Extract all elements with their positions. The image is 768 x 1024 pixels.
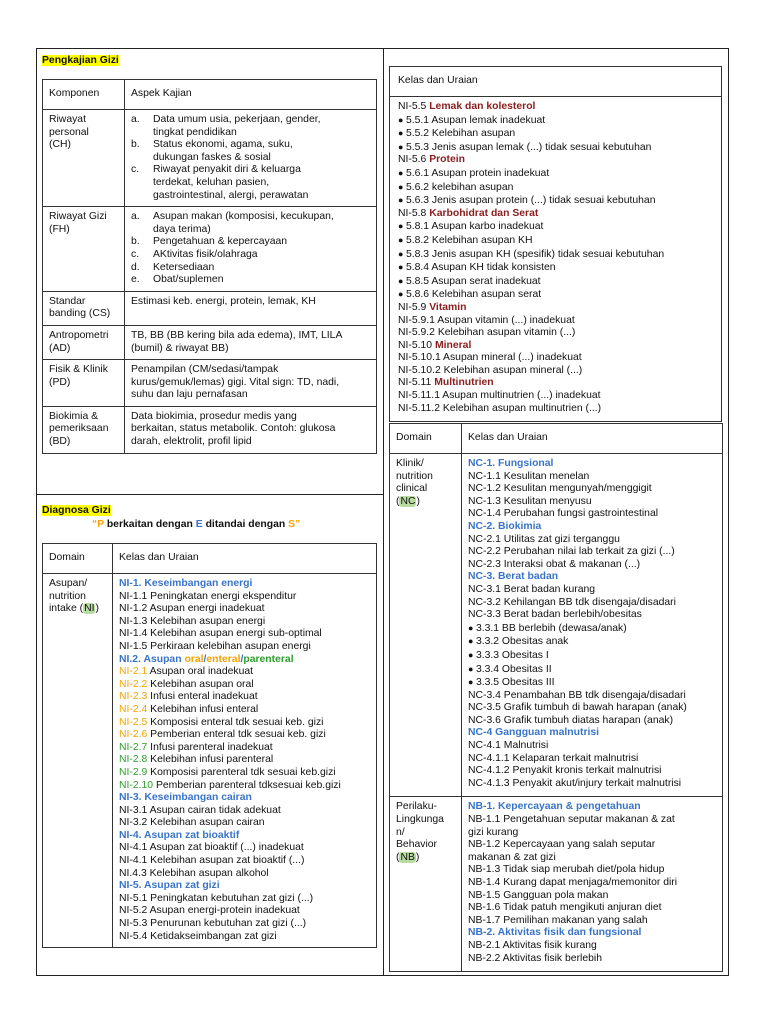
class-item: ● 5.6.1 Asupan protein inadekuat	[398, 167, 721, 181]
pes-formula: “P berkaitan dengan E ditandai dengan S”	[92, 519, 301, 530]
class-item: NB-1.6 Tidak patuh mengikuti anjuran diet	[468, 902, 662, 914]
col-header-aspek: Aspek Kajian	[125, 80, 377, 110]
item-code: NI-2.3	[119, 691, 148, 703]
class-item: ● 3.3.3 Obesitas I	[468, 649, 722, 663]
class-item: NI.4.3 Kelebihan asupan alkohol	[119, 867, 269, 879]
pengkajian-table	[42, 79, 377, 454]
aspek-line: Obat/suplemen	[153, 274, 224, 286]
domain-nc: Klinik/ nutrition clinical (NC)	[390, 454, 462, 797]
section-divider	[36, 494, 384, 495]
class-item: NC-3.6 Grafik tumbuh diatas harapan (anak)	[468, 714, 674, 726]
diagnosa-title: Diagnosa Gizi	[42, 505, 111, 516]
class-item: NC-2.3 Interaksi obat & makanan (...)	[468, 558, 641, 570]
class-item: ● 5.8.5 Asupan serat inadekuat	[398, 275, 721, 289]
aspek-marker: c.	[131, 248, 140, 260]
subclass-name: Vitamin	[429, 301, 467, 313]
nb-code-badge: NB	[400, 851, 415, 863]
class-item: ● 3.3.1 BB berlebih (dewasa/anak)	[468, 622, 722, 636]
item-code: NI-2.1	[119, 666, 148, 678]
item-code: NI-2.8	[119, 754, 148, 766]
ni-code-badge: NI	[84, 603, 95, 615]
aspek-text	[153, 274, 223, 287]
column-divider	[383, 48, 384, 976]
pengkajian-row	[43, 110, 377, 207]
aspek-line: Estimasi keb. energi, protein, lemak, KH	[131, 295, 316, 307]
col-header-komponen: Komponen	[43, 80, 125, 110]
pengkajian-row	[43, 325, 377, 359]
class-item: NB-1.1 Pengetahuan seputar makanan & zat	[468, 814, 675, 826]
item-code: NI-2.5	[119, 716, 148, 728]
komponen-line: Standar	[49, 295, 86, 307]
class-item: NB-2.2 Aktivitas fisik berlebih	[468, 952, 602, 964]
aspek-line: Data umum usia, pekerjaan, gender,	[153, 114, 321, 125]
class-item: NI-4.1 Kelebihan asupan zat bioaktif (...)	[119, 855, 305, 867]
class-item: NI-5.1 Peningkatan kebutuhan zat gizi (...)	[119, 892, 314, 904]
domain-ni: Asupan/ nutrition intake (NI)	[43, 574, 113, 948]
class-item: NI.2. Asupan oral/enteral/parenteral	[119, 653, 294, 665]
komponen-cell	[43, 291, 125, 325]
aspek-item	[131, 114, 370, 139]
item-code: NI-2.6	[119, 729, 148, 741]
aspek-cell	[125, 406, 377, 453]
aspek-text	[153, 139, 293, 164]
class-item: ● 5.8.4 Asupan KH tidak konsisten	[398, 261, 721, 275]
item-code: NI-2.2	[119, 678, 148, 690]
komponen-line: personal	[49, 126, 89, 138]
komponen-line: Biokimia &	[49, 410, 99, 422]
komponen-cell	[43, 325, 125, 359]
class-item: ● 5.6.3 Jenis asupan protein (...) tidak sesuai kebutuhan	[398, 194, 721, 208]
class-heading: NB-2. Aktivitas fisik dan fungsional	[468, 927, 642, 939]
class-item: NI-1.2 Asupan energi inadekuat	[119, 603, 265, 615]
class-item: NC-4.1.2 Penyakit kronis terkait malnutrisi	[468, 765, 662, 777]
aspek-item	[131, 236, 370, 249]
class-heading: NI-5. Asupan zat gizi	[119, 880, 220, 892]
aspek-line: berkaitan, status metabolik. Contoh: glukosa	[131, 423, 336, 435]
komponen-line: (CH)	[49, 139, 71, 151]
class-item: ● 3.3.2 Obesitas anak	[468, 635, 722, 649]
pengkajian-row	[43, 291, 377, 325]
aspek-text	[153, 236, 287, 249]
aspek-cell	[125, 360, 377, 407]
class-item: NI-3.1 Asupan cairan tidak adekuat	[119, 804, 281, 816]
class-heading: NC-4 Gangguan malnutrisi	[468, 727, 600, 739]
class-item: NI-5.9 Vitamin	[398, 301, 467, 313]
komponen-line: Antropometri	[49, 329, 109, 341]
subclass-name: Multinutrien	[434, 377, 494, 389]
nb-list	[462, 797, 723, 972]
class-item: ● 5.8.1 Asupan karbo inadekuat	[398, 220, 721, 234]
class-item: NI-5.9.1 Asupan vitamin (...) inadekuat	[398, 314, 575, 326]
item-code: NI-2.7	[119, 741, 148, 753]
komponen-line: (PD)	[49, 376, 71, 388]
class-item: NI-2.9 Komposisi parenteral tdk sesuai keb.gizi	[119, 766, 336, 778]
class-item: NC-1.1 Kesulitan menelan	[468, 470, 590, 482]
aspek-line: Ketersediaan	[153, 261, 215, 273]
aspek-marker: e.	[131, 274, 140, 286]
nc-list	[462, 454, 723, 797]
ni-list	[113, 574, 377, 948]
class-item: NI-2.1 Asupan oral inadekuat	[119, 666, 254, 678]
item-code: NI-2.10	[119, 779, 154, 791]
class-item: NC-3.2 Kehilangan BB tdk disengaja/disadari	[468, 596, 676, 608]
class-heading: NC-3. Berat badan	[468, 571, 559, 583]
class-heading: NC-1. Fungsional	[468, 458, 554, 469]
aspek-line: Status ekonomi, agama, suku,	[153, 139, 293, 151]
aspek-line: Penampilan (CM/sedasi/tampak	[131, 364, 279, 376]
class-item: NC-3.4 Penambahan BB tdk disengaja/disadari	[468, 689, 686, 701]
ni5-list	[390, 97, 722, 422]
class-item: ● 5.8.6 Kelebihan asupan serat	[398, 288, 721, 302]
nc-code-badge: NC	[400, 495, 416, 507]
aspek-item	[131, 139, 370, 164]
class-item: NI-5.10.1 Asupan mineral (...) inadekuat	[398, 352, 582, 364]
item-code: NI-2.9	[119, 766, 148, 778]
komponen-cell	[43, 360, 125, 407]
class-item: NI-4.1 Asupan zat bioaktif (...) inadekuat	[119, 842, 304, 854]
komponen-line: Riwayat	[49, 114, 86, 125]
class-item: ● 5.5.1 Asupan lemak inadekuat	[398, 114, 721, 128]
class-item: NC-3.3 Berat badan berlebih/obesitas	[468, 609, 642, 621]
class-item: NI-1.5 Perkiraan kelebihan asupan energi	[119, 640, 311, 652]
class-item: NI-5.10 Mineral	[398, 339, 472, 351]
subclass-name: Karbohidrat dan Serat	[429, 207, 539, 219]
class-item: NI-2.8 Kelebihan infusi parenteral	[119, 754, 274, 766]
komponen-cell	[43, 207, 125, 292]
class-item: NI-1.4 Kelebihan asupan energi sub-optimal	[119, 628, 322, 640]
aspek-marker: a.	[131, 211, 140, 223]
aspek-line: gastrointestinal, alergi, perawatan	[153, 189, 309, 201]
class-item: NB-1.5 Gangguan pola makan	[468, 889, 609, 901]
komponen-line: Fisik & Klinik	[49, 364, 108, 376]
nc-nb-table	[389, 423, 723, 972]
class-item: ● 5.8.3 Jenis asupan KH (spesifik) tidak sesuai kebutuhan	[398, 248, 721, 262]
aspek-marker: c.	[131, 164, 140, 176]
col-header-kelas-2: Kelas dan Uraian	[462, 424, 723, 454]
class-item: NI-2.7 Infusi parenteral inadekuat	[119, 741, 273, 753]
subclass-name: Lemak dan kolesterol	[429, 101, 536, 112]
class-item: NI-2.3 Infusi enteral inadekuat	[119, 691, 258, 703]
class-item: NB-1.7 Pemilihan makanan yang salah	[468, 914, 648, 926]
class-heading: NI-4. Asupan zat bioaktif	[119, 829, 240, 841]
aspek-item	[131, 249, 370, 262]
class-item: NI-5.4 Ketidakseimbangan zat gizi	[119, 930, 277, 942]
aspek-list	[131, 211, 370, 287]
aspek-item	[131, 164, 370, 202]
class-item: NC-1.4 Perubahan fungsi gastrointestinal	[468, 508, 659, 520]
class-item: NI-5.11.2 Kelebihan asupan multinutrien (...)	[398, 402, 602, 414]
aspek-text	[153, 114, 321, 139]
aspek-marker: a.	[131, 114, 140, 125]
aspek-text	[153, 249, 258, 262]
class-item: NB-2.1 Aktivitas fisik kurang	[468, 939, 597, 951]
class-item: makanan & zat gizi	[468, 851, 556, 863]
aspek-line: (bumil) & riwayat BB)	[131, 342, 229, 354]
class-item: NC-4.1 Malnutrisi	[468, 740, 549, 752]
ni5-header: Kelas dan Uraian	[390, 67, 722, 97]
aspek-line: Riwayat penyakit diri & keluarga	[153, 164, 301, 176]
pengkajian-row	[43, 207, 377, 292]
komponen-line: (AD)	[49, 342, 71, 354]
komponen-line: (BD)	[49, 436, 71, 448]
komponen-line: banding (CS)	[49, 308, 111, 320]
aspek-item	[131, 262, 370, 275]
komponen-cell	[43, 406, 125, 453]
class-item: NC-3.1 Berat badan kurang	[468, 583, 596, 595]
aspek-line: AKtivitas fisik/olahraga	[153, 248, 258, 260]
class-item: NI-5.5 Lemak dan kolesterol	[398, 101, 536, 112]
komponen-line: pemeriksaan	[49, 423, 109, 435]
class-item: NI-2.4 Kelebihan infusi enteral	[119, 703, 259, 715]
class-item: NC-2.2 Perubahan nilai lab terkait za gizi (...)	[468, 546, 675, 558]
class-item: NI-2.10 Pemberian parenteral tdksesuai keb.gizi	[119, 779, 341, 791]
class-heading: NI-3. Keseimbangan cairan	[119, 792, 252, 804]
class-item: NI-2.5 Komposisi enteral tdk sesuai keb. gizi	[119, 716, 324, 728]
aspek-item	[131, 211, 370, 236]
aspek-line: kurus/gemuk/lemas) gigi. Vital sign: TD, nadi,	[131, 376, 340, 388]
aspek-line: terdekat, keluhan pasien,	[153, 176, 270, 188]
class-item: ● 3.3.4 Obesitas II	[468, 663, 722, 677]
class-item: NI-5.8 Karbohidrat dan Serat	[398, 207, 539, 219]
diagnosa-ni-table	[42, 543, 377, 948]
aspek-text	[153, 211, 334, 236]
class-item: NB-1.2 Kepercayaan yang salah seputar	[468, 839, 656, 851]
pengkajian-row	[43, 406, 377, 453]
class-item: NC-4.1.3 Penyakit akut/injury terkait malnutrisi	[468, 777, 682, 789]
aspek-line: daya terima)	[153, 223, 211, 235]
class-item: NB-1.4 Kurang dapat menjaga/memonitor diri	[468, 877, 678, 888]
class-item: ● 3.3.5 Obesitas III	[468, 676, 722, 690]
class-item: gizi kurang	[468, 826, 519, 838]
aspek-line: suhu dan laju pernafasan	[131, 389, 248, 401]
aspek-cell	[125, 325, 377, 359]
subclass-name: Mineral	[434, 339, 472, 351]
aspek-text	[153, 262, 214, 275]
domain-nb: Perilaku- Lingkunga n/ Behavior (NB)	[390, 797, 462, 972]
komponen-cell	[43, 110, 125, 207]
class-item: NI-5.10.2 Kelebihan asupan mineral (...)	[398, 364, 583, 376]
class-item: NI-5.3 Penurunan kebutuhan zat gizi (...)	[119, 918, 307, 930]
pengkajian-title: Pengkajian Gizi	[42, 55, 119, 66]
class-heading: NC-2. Biokimia	[468, 520, 542, 532]
class-item: NI-2.2 Kelebihan asupan oral	[119, 678, 254, 690]
col-header-domain-2: Domain	[390, 424, 462, 454]
class-item: NI-5.9.2 Kelebihan asupan vitamin (...)	[398, 327, 576, 339]
aspek-line: Asupan makan (komposisi, kecukupan,	[153, 211, 334, 223]
komponen-line: (FH)	[49, 223, 70, 235]
komponen-line: Riwayat Gizi	[49, 211, 107, 223]
class-item: NI-5.11.1 Asupan multinutrien (...) inadekuat	[398, 390, 601, 402]
aspek-item	[131, 274, 370, 287]
class-item: NC-2.1 Utilitas zat gizi terganggu	[468, 533, 620, 545]
aspek-text	[153, 164, 308, 202]
aspek-cell	[125, 110, 377, 207]
aspek-line: Pengetahuan & kepercayaan	[153, 236, 288, 248]
class-item: ● 5.8.2 Kelebihan asupan KH	[398, 234, 721, 248]
class-item: NI-5.11 Multinutrien	[398, 377, 494, 389]
class-item: ● 5.5.2 Kelebihan asupan	[398, 127, 721, 141]
class-item: NI-1.1 Peningkatan energi ekspenditur	[119, 590, 297, 602]
aspek-cell	[125, 291, 377, 325]
class-item: NI-1.3 Kelebihan asupan energi	[119, 615, 266, 627]
item-code: NI-2.4	[119, 703, 148, 715]
aspek-cell	[125, 207, 377, 292]
class-item: NI-5.6 Protein	[398, 154, 465, 166]
class-item: NC-1.3 Kesulitan menyusu	[468, 495, 592, 507]
class-item: ● 5.5.3 Jenis asupan lemak (...) tidak sesuai kebutuhan	[398, 141, 721, 155]
pengkajian-row	[43, 360, 377, 407]
aspek-marker: b.	[131, 139, 140, 151]
class-item: NI-2.6 Pemberian enteral tdk sesuai keb. gizi	[119, 729, 326, 741]
class-item: NI-5.2 Asupan energi-protein inadekuat	[119, 905, 300, 917]
class-item: NC-4.1.1 Kelaparan terkait malnutrisi	[468, 752, 639, 764]
aspek-line: TB, BB (BB kering bila ada edema), IMT, LILA	[131, 329, 343, 341]
aspek-marker: b.	[131, 236, 140, 248]
class-item: NC-3.5 Grafik tumbuh di bawah harapan (anak)	[468, 702, 687, 714]
aspek-line: dukungan faskes & sosial	[153, 151, 271, 163]
class-item: ● 5.6.2 kelebihan asupan	[398, 181, 721, 195]
aspek-marker: d.	[131, 261, 140, 273]
aspek-list	[131, 114, 370, 202]
col-header-domain: Domain	[43, 544, 113, 574]
class-item: NI-3.2 Kelebihan asupan cairan	[119, 817, 265, 829]
aspek-line: Data biokimia, prosedur medis yang	[131, 410, 297, 422]
class-item: NB-1.3 Tidak siap merubah diet/pola hidup	[468, 864, 665, 876]
class-item: NC-1.2 Kesulitan mengunyah/menggigit	[468, 483, 652, 495]
aspek-line: darah, elektrolit, profil lipid	[131, 436, 252, 448]
class-heading: NB-1. Kepercayaan & pengetahuan	[468, 801, 641, 813]
subclass-name: Protein	[429, 154, 465, 166]
aspek-line: tingkat pendidikan	[153, 126, 237, 138]
ni5-table	[389, 66, 722, 422]
class-heading: NI-1. Keseimbangan energi	[119, 578, 253, 589]
col-header-kelas: Kelas dan Uraian	[113, 544, 377, 574]
